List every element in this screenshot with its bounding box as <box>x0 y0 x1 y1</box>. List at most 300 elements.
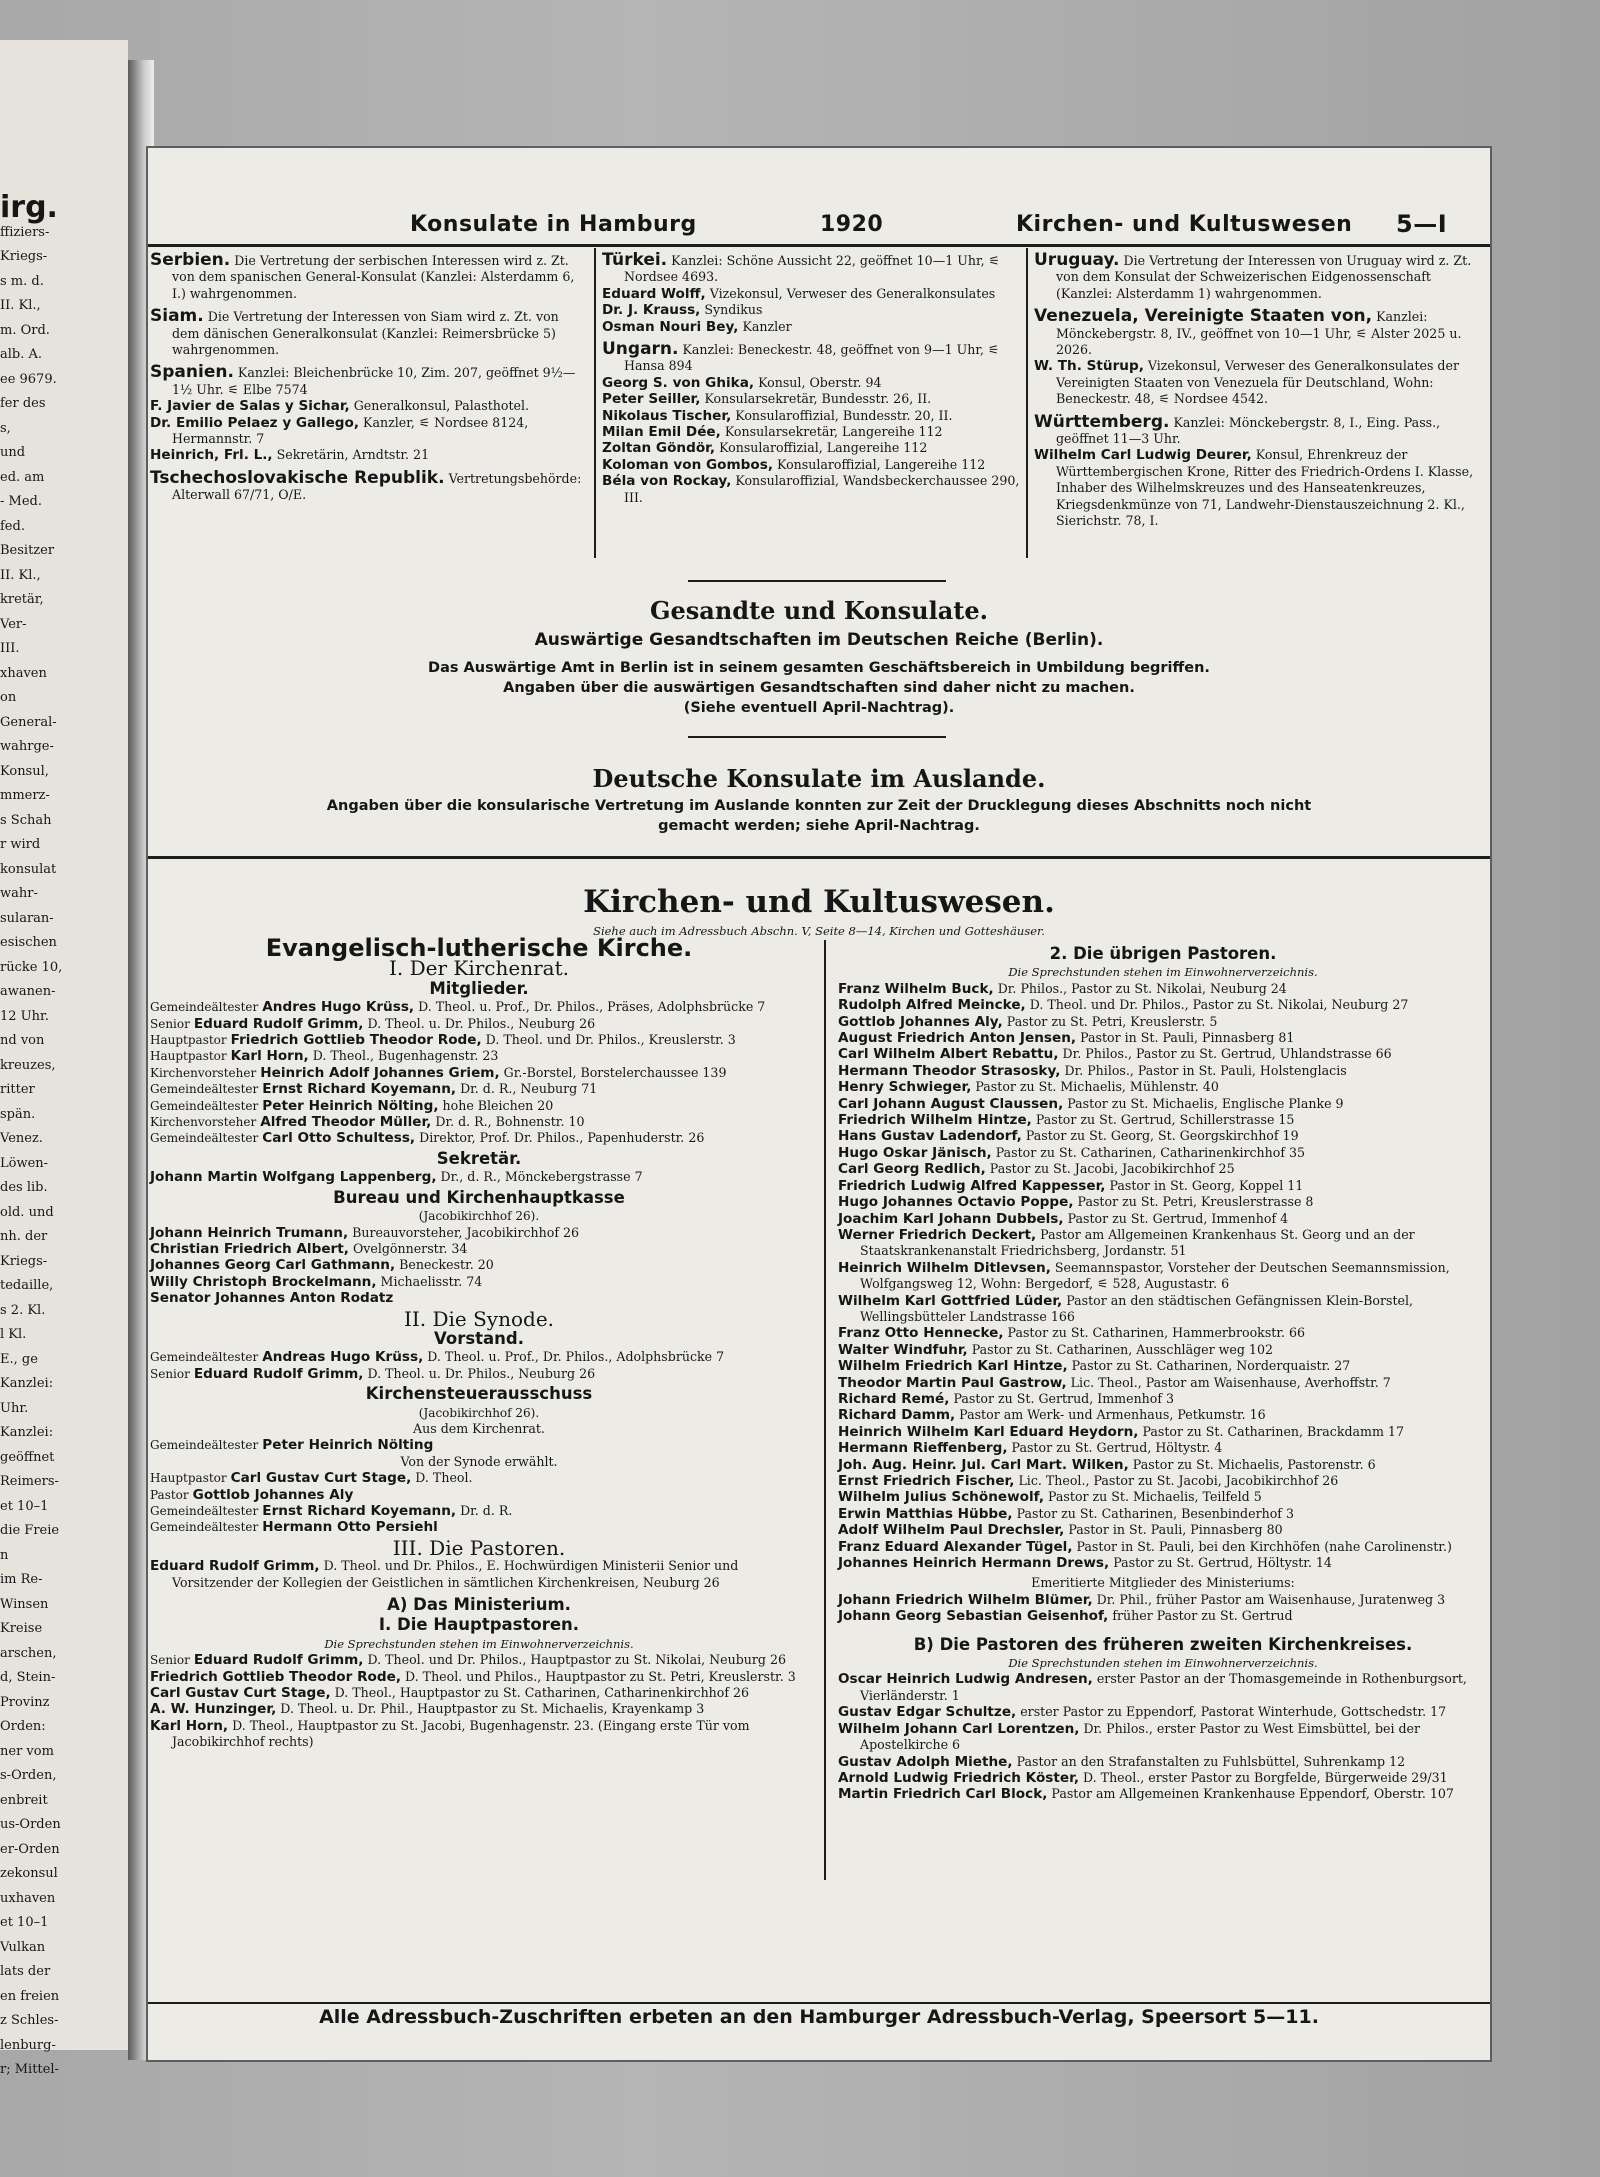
heading-hauptpastoren: I. Die Hauptpastoren. <box>378 1615 580 1635</box>
entry-name: Oscar Heinrich Ludwig Andresen, <box>838 1671 1093 1688</box>
pastor-entry <box>838 1178 1488 1194</box>
section-kirchenrat: I. Der Kirchenrat. <box>389 956 569 981</box>
pastor-entry <box>838 1079 1488 1095</box>
entry-name: Hermann Rieffenberg, <box>838 1440 1008 1457</box>
pastor-entry <box>838 1112 1488 1128</box>
entry-text: erster Pastor an der Thomasgemeinde in Rothenburgsort, Vierländerstr. 1 <box>860 1671 1467 1703</box>
left-page-text: xhaven <box>0 665 47 681</box>
official-name: Georg S. von Ghika, <box>602 374 755 391</box>
left-page-text: s, <box>0 420 11 436</box>
consulate-entry <box>602 440 1020 456</box>
consulate-detail: Kanzlei: Bleichenbrücke 10, Zim. 207, geöffnet 9½—1½ Uhr. ⚟ Elbe 7574 <box>172 365 576 397</box>
head-pastor-entry <box>150 1652 808 1668</box>
entry-name: Martin Friedrich Carl Block, <box>838 1786 1048 1803</box>
entry-name: Richard Remé, <box>838 1390 950 1407</box>
entry-name: Alfred Theodor Müller, <box>260 1114 432 1131</box>
consulate-detail: Kanzler <box>742 318 792 334</box>
left-page-text: Kanzlei: <box>0 1376 54 1391</box>
pastor-entry <box>838 1342 1488 1358</box>
entry-text: Pastor zu St. Gertrud, Höltystr. 4 <box>1011 1440 1223 1456</box>
left-page-text: Ver- <box>0 616 27 632</box>
consulate-entry <box>602 252 1020 286</box>
left-page-text: Löwen- <box>0 1155 49 1171</box>
country-name: Serbien. <box>150 250 231 270</box>
left-page-text: esischen <box>0 935 57 950</box>
left-page-text: fed. <box>0 518 25 534</box>
committee-entry <box>150 1519 808 1535</box>
entry-name: Carl Gustav Curt Stage, <box>230 1470 412 1487</box>
pastor-entry <box>838 1555 1488 1571</box>
staff-entry <box>150 1225 808 1241</box>
entry-text: Pastor zu St. Petri, Kreuslerstrasse 8 <box>1077 1194 1314 1210</box>
left-page-text: fer des <box>0 396 46 411</box>
consulate-entry <box>150 467 586 504</box>
consulate-detail: Die Vertretung der serbischen Interessen wird z. Zt. von dem spanischen General-Konsulat (Kanzlei: Alsterdamm 6, I.) wahrgenommen. <box>172 253 575 301</box>
gesandte-note-2: Angaben über die auswärtigen Gesandtschaften sind daher nicht zu machen. <box>503 680 1135 696</box>
left-page-text: zekonsul <box>0 1866 58 1881</box>
district-pastor-entry <box>838 1770 1488 1786</box>
entry-text: Pastor am Allgemeinen Krankenhause Eppendorf, Oberstr. 107 <box>1051 1786 1454 1802</box>
left-page-text: uxhaven <box>0 1890 56 1906</box>
left-page-text: wahr- <box>0 886 38 901</box>
member-entry <box>150 1114 808 1130</box>
entry-name: Hermann Theodor Strasosky, <box>838 1062 1061 1079</box>
subheading-synode: Von der Synode erwählt. <box>400 1453 558 1469</box>
heading-uebrige-pastoren: 2. Die übrigen Pastoren. <box>1049 944 1277 963</box>
entry-text: D. Theol. und Philos., Hauptpastor zu St. Petri, Kreuslerstr. 3 <box>405 1668 796 1684</box>
entry-text: D. Theol. <box>415 1470 473 1486</box>
official-name: W. Th. Stürup, <box>1034 358 1144 375</box>
entry-text: D. Theol. u. Dr. Phil., Hauptpastor zu St. Michaelis, Krayenkamp 3 <box>280 1701 705 1717</box>
secretary-entry <box>150 1169 808 1185</box>
member-entry <box>150 1032 808 1048</box>
head-pastor-entry <box>150 1669 808 1685</box>
pastor-entry <box>838 981 1488 997</box>
entry-name: Eduard Rudolf Grimm, <box>193 1015 364 1032</box>
entry-name: Ernst Richard Koyemann, <box>262 1081 457 1098</box>
left-page-text: kreuzes, <box>0 1057 56 1073</box>
consulate-detail: Sekretärin, Arndtstr. 21 <box>276 447 430 463</box>
left-page-text: s Schah <box>0 812 52 828</box>
entry-name: Ernst Friedrich Fischer, <box>838 1473 1015 1489</box>
entry-name: Hermann Otto Persiehl <box>262 1519 438 1536</box>
left-page-text: r wird <box>0 837 41 852</box>
member-entry <box>150 1130 808 1146</box>
consulate-detail: Kanzlei: Beneckestr. 48, geöffnet von 9—1 Uhr, ⚟ Hansa 894 <box>624 342 1000 374</box>
entry-prefix: Gemeindeältester <box>150 1504 259 1518</box>
left-page-text: us-Orden <box>0 1817 61 1832</box>
left-page-text: et 10–1 <box>0 1915 49 1930</box>
entry-name: Wilhelm Johann Carl Lorentzen, <box>838 1720 1080 1737</box>
entry-text: erster Pastor zu Eppendorf, Pastorat Winterhude, Gottschedstr. 17 <box>1020 1704 1447 1720</box>
official-name: Osman Nouri Bey, <box>602 318 739 335</box>
entry-prefix: Hauptpastor <box>150 1033 227 1048</box>
entry-name: Gustav Edgar Schultze, <box>838 1704 1017 1721</box>
entry-name: Johannes Heinrich Hermann Drews, <box>838 1555 1110 1572</box>
consulate-entry <box>1034 447 1484 529</box>
entry-text: Pastor zu St. Michaelis, Mühlenstr. 40 <box>975 1079 1219 1095</box>
entry-name: Henry Schwieger, <box>838 1079 972 1096</box>
church-title: Evangelisch-lutherische Kirche. <box>265 934 693 962</box>
left-page-text: Venez. <box>0 1131 43 1146</box>
consulate-detail: Kanzlei: Mönckebergstr. 8, I., Eing. Pass., geöffnet 11—3 Uhr. <box>1056 414 1441 447</box>
official-name: Heinrich, Frl. L., <box>150 447 273 464</box>
left-page-text: mmerz- <box>0 788 50 803</box>
left-page-text: s m. d. <box>0 273 44 289</box>
consulate-entry <box>602 391 1020 407</box>
kirchen-title: Kirchen- und Kultuswesen. <box>583 884 1055 920</box>
column-divider <box>594 248 596 558</box>
entry-name: Hugo Johannes Octavio Poppe, <box>838 1194 1074 1211</box>
official-name: Koloman von Gombos, <box>602 456 773 473</box>
district-pastor-entry <box>838 1671 1488 1704</box>
pastor-entry <box>838 1506 1488 1522</box>
left-page-text: Konsul, <box>0 763 49 779</box>
pastor-entry <box>838 997 1488 1013</box>
entry-text: Bureauvorsteher, Jacobikirchhof 26 <box>352 1224 580 1240</box>
consulate-entry <box>150 447 586 463</box>
left-page-fragment <box>0 40 128 2077</box>
section-pastoren: III. Die Pastoren. <box>392 1535 566 1560</box>
member-entry <box>150 1065 808 1081</box>
member-entry <box>150 999 808 1015</box>
entry-text: D. Theol. u. Dr. Philos., Neuburg 26 <box>367 1015 596 1031</box>
entry-name: Johannes Georg Carl Gathmann, <box>150 1257 396 1274</box>
consulate-detail: Konsularoffizial, Langereihe 112 <box>777 456 986 472</box>
entry-name: Carl Georg Redlich, <box>838 1161 986 1178</box>
consulate-detail: Kanzlei: Mönckebergstr. 8, IV., geöffnet von 10—1 Uhr, ⚟ Alster 2025 u. 2026. <box>1056 309 1462 358</box>
member-entry <box>150 1098 808 1114</box>
official-name: Nikolaus Tischer, <box>602 407 732 424</box>
entry-text: Pastor in St. Pauli, Pinnasberg 81 <box>1080 1030 1295 1046</box>
consulate-entry <box>1034 252 1484 302</box>
entry-name: Wilhelm Julius Schönewolf, <box>838 1489 1044 1506</box>
official-name: Peter Seiller, <box>602 391 701 408</box>
entry-name: Peter Heinrich Nölting <box>262 1437 434 1454</box>
country-name: Siam. <box>150 306 204 327</box>
consulates-column-1 <box>150 252 586 504</box>
pastor-entry <box>838 1260 1488 1293</box>
entry-prefix: Gemeindeältester <box>150 1082 259 1097</box>
entry-text: Pastor zu St. Michaelis, Englische Planke 9 <box>1067 1095 1344 1111</box>
consulate-detail: Konsularoffizial, Langereihe 112 <box>719 440 928 456</box>
left-page-text: kretär, <box>0 592 44 607</box>
left-page-text: z Schles- <box>0 2013 59 2028</box>
entry-text: Pastor zu St. Catharinen, Hammerbrookstr. 66 <box>1007 1325 1306 1341</box>
entry-name: Johann Georg Sebastian Geisenhof, <box>838 1608 1109 1625</box>
entry-text: Pastor in St. Pauli, Pinnasberg 80 <box>1068 1522 1283 1538</box>
entry-text: Lic. Theol., Pastor zu St. Jacobi, Jacobikirchhof 26 <box>1018 1473 1339 1488</box>
entry-text: Direktor, Prof. Dr. Philos., Papenhuderstr. 26 <box>419 1130 705 1146</box>
footer-notice: Alle Adressbuch-Zuschriften erbeten an den Hamburger Adressbuch-Verlag, Speersort 5—11. <box>319 2006 1319 2028</box>
left-page-text: III. <box>0 641 20 656</box>
entry-prefix: Gemeindeältester <box>150 1098 259 1113</box>
entry-prefix: Senior <box>150 1366 190 1381</box>
pastor-entry <box>838 1096 1488 1112</box>
column-divider <box>824 940 826 1880</box>
left-page-text: r; Mittel- <box>0 2062 59 2077</box>
entry-text: Beneckestr. 20 <box>399 1257 494 1273</box>
entry-name: August Friedrich Anton Jensen, <box>838 1030 1077 1047</box>
left-page-text: II. Kl., <box>0 298 41 313</box>
entry-text: Dr. Philos., Pastor zu St. Gertrud, Uhlandstrasse 66 <box>1062 1046 1392 1062</box>
consulate-detail: Konsul, Oberstr. 94 <box>758 374 882 390</box>
consulate-detail: Vizekonsul, Verweser des Generalkonsulates <box>709 285 996 301</box>
entry-name: Heinrich Wilhelm Karl Eduard Heydorn, <box>838 1423 1139 1440</box>
gesandte-subtitle: Auswärtige Gesandtschaften im Deutschen Reiche (Berlin). <box>534 630 1104 650</box>
pastor-entry <box>838 1440 1488 1456</box>
entry-prefix: Pastor <box>150 1487 189 1502</box>
official-name: F. Javier de Salas y Sichar, <box>150 398 350 415</box>
sprechstunden-note: Die Sprechstunden stehen im Einwohnerverzeichnis. <box>324 1636 634 1651</box>
entry-text: D. Theol., Hauptpastor zu St. Catharinen, Catharinenkirchhof 26 <box>334 1685 750 1701</box>
church-right-column <box>838 940 1488 1803</box>
pastor-entry <box>838 1227 1488 1260</box>
entry-text: D. Theol., erster Pastor zu Borgfelde, Bürgerweide 29/31 <box>1083 1769 1448 1785</box>
consulate-entry <box>150 308 586 358</box>
entry-text: Pastor zu St. Catharinen, Ausschläger weg 102 <box>971 1341 1273 1357</box>
left-page-text: ffiziers- <box>0 224 50 240</box>
entry-name: Senator Johannes Anton Rodatz <box>150 1290 394 1307</box>
district-pastor-entry <box>838 1704 1488 1720</box>
entry-name: Karl Horn, <box>150 1717 229 1734</box>
heading-vorstand: Vorstand. <box>433 1328 524 1348</box>
sprechstunden-note: Die Sprechstunden stehen im Einwohnerverzeichnis. <box>1008 965 1318 980</box>
left-page-text: und <box>0 445 26 460</box>
section-synode: II. Die Synode. <box>403 1306 555 1331</box>
consulate-detail: Konsul, Ehrenkreuz der Württembergischen Krone, Ritter des Friedrich-Ordens I. Klasse, Inhaber des Wilhelmskreuzes und des Hanseatenkreuzes, Kriegsdenkmünze von 71, Landwehr-Dienstauszeichnung 2. Kl., Sierichstr. 78, I. <box>1056 447 1474 529</box>
footer-rule <box>148 2002 1490 2004</box>
entry-name: Christian Friedrich Albert, <box>150 1240 349 1257</box>
committee-entry <box>150 1503 808 1519</box>
entry-name: Arnold Ludwig Friedrich Köster, <box>838 1769 1079 1786</box>
entry-name: Hugo Oskar Jänisch, <box>838 1144 992 1161</box>
entry-text: Dr. d. R. <box>460 1503 513 1518</box>
deutsche-note-2: gemacht werden; siehe April-Nachtrag. <box>658 818 980 834</box>
sprechstunden-note: Die Sprechstunden stehen im Einwohnerverzeichnis. <box>1008 1656 1318 1671</box>
left-page-text: ner vom <box>0 1743 54 1759</box>
left-page-text: Besitzer <box>0 543 55 558</box>
left-page-text: ed. am <box>0 469 45 485</box>
kirchensteuer-address: (Jacobikirchhof 26). <box>418 1405 540 1420</box>
entry-text: Pastor zu St. Gertrud, Immenhof 4 <box>1067 1210 1289 1226</box>
left-page-text: et 10–1 <box>0 1498 49 1514</box>
entry-text: Pastor zu St. Catharinen, Brackdamm 17 <box>1142 1423 1404 1439</box>
entry-text: D. Theol. u. Prof., Dr. Philos., Präses, Adolphsbrücke 7 <box>418 999 766 1015</box>
pastor-entry <box>838 1030 1488 1046</box>
pastor-entry <box>838 1391 1488 1407</box>
entry-prefix: Kirchenvorsteher <box>150 1115 257 1130</box>
entry-text: Ovelgönnerstr. 34 <box>352 1240 468 1256</box>
kirchen-subtitle: Siehe auch im Adressbuch Abschn. V, Seite 8—14, Kirchen und Gotteshäuser. <box>593 924 1045 938</box>
staff-entry <box>150 1257 808 1273</box>
emeritus-entry <box>838 1592 1488 1608</box>
deutsche-title: Deutsche Konsulate im Auslande. <box>592 764 1046 793</box>
entry-name: Gottlob Johannes Aly, <box>838 1013 1003 1030</box>
left-page-text: Winsen <box>0 1596 49 1612</box>
entry-text: Pastor zu St. Petri, Kreuslerstr. 5 <box>1006 1013 1218 1029</box>
entry-name: Friedrich Ludwig Alfred Kappesser, <box>838 1177 1106 1194</box>
entry-name: Willy Christoph Brockelmann, <box>150 1273 377 1290</box>
left-page-text: spän. <box>0 1106 36 1122</box>
head-pastor-entry <box>150 1718 808 1751</box>
entry-prefix: Gemeindeältester <box>150 1438 259 1453</box>
left-page-text: Kriegs- <box>0 249 48 264</box>
consulate-entry <box>602 319 1020 335</box>
pastor-entry <box>838 1194 1488 1210</box>
consulate-detail: Konsularoffizial, Wandsbeckerchaussee 290, III. <box>624 473 1020 505</box>
consulate-entry <box>602 302 1020 318</box>
consulate-detail: Vizekonsul, Verweser des Generalkonsulates der Vereinigten Staaten von Venezuela für Deutschland, Wohn: Beneckestr. 48, ⚟ Nordsee 4542. <box>1056 358 1459 407</box>
member-entry <box>150 1081 808 1097</box>
entry-prefix: Hauptpastor <box>150 1471 227 1486</box>
left-page-text: s 2. Kl. <box>0 1302 46 1318</box>
consulate-detail: Die Vertretung der Interessen von Uruguay wird z. Zt. von dem Konsulat der Schweizerischen Eidgenossenschaft (Kanzlei: Alsterdamm 1) wahrgenommen. <box>1056 253 1472 301</box>
official-name: Milan Emil Dée, <box>602 424 721 441</box>
entry-text: D. Theol. und Dr. Philos., Pastor zu St. Nikolai, Neuburg 27 <box>1029 997 1409 1013</box>
left-page-text: ritter <box>0 1082 35 1097</box>
pastor-entry <box>838 1473 1488 1489</box>
section-rule <box>688 580 946 582</box>
official-name: Wilhelm Carl Ludwig Deurer, <box>1034 447 1252 464</box>
entry-text: Pastor am Allgemeinen Krankenhaus St. Georg und an der Staatskrankenanstalt Friedrichsberg, Jordanstr. 51 <box>860 1226 1415 1259</box>
entry-name: Franz Otto Hennecke, <box>838 1325 1004 1342</box>
left-page-text: m. Ord. <box>0 322 50 338</box>
gesandte-title: Gesandte und Konsulate. <box>650 596 988 625</box>
entry-text: D. Theol. und Dr. Philos., Kreuslerstr. 3 <box>485 1032 736 1048</box>
page-number: 5—I <box>1396 210 1448 238</box>
entry-name: Johann Friedrich Wilhelm Blümer, <box>838 1591 1093 1608</box>
entry-text: Dr. Philos., Pastor zu St. Nikolai, Neuburg 24 <box>997 980 1287 996</box>
entry-name: A. W. Hunzinger, <box>150 1701 277 1718</box>
left-page-text: E., ge <box>0 1351 38 1367</box>
deutsche-note-1: Angaben über die konsularische Vertretung im Auslande konnten zur Zeit der Drucklegung dieses Abschnitts noch nicht <box>326 798 1312 814</box>
entry-name: Wilhelm Friedrich Karl Hintze, <box>838 1358 1068 1375</box>
entry-text: Pastor an den Strafanstalten zu Fuhlsbüttel, Suhrenkamp 12 <box>1016 1753 1406 1769</box>
staff-entry <box>150 1274 808 1290</box>
pastor-entry <box>838 1375 1488 1391</box>
entry-prefix: Hauptpastor <box>150 1049 227 1064</box>
heading-kirchensteuer: Kirchensteuerausschuss <box>365 1384 593 1404</box>
consulate-detail: Die Vertretung der Interessen von Siam wird z. Zt. von dem dänischen Generalkonsulat (Kanzlei: Reimersbrücke 5) wahrgenommen. <box>172 309 559 358</box>
heading-emeriti: Emeritierte Mitglieder des Ministeriums: <box>1031 1575 1295 1591</box>
entry-text: D. Theol. u. Dr. Philos., Neuburg 26 <box>367 1365 596 1381</box>
consulate-detail: Vertretungsbehörde: Alterwall 67/71, O/E. <box>172 470 582 503</box>
pastor-entry <box>838 1457 1488 1473</box>
bureau-address: (Jacobikirchhof 26). <box>418 1209 540 1224</box>
left-page-text: old. und <box>0 1204 54 1220</box>
country-name: Uruguay. <box>1034 250 1120 270</box>
entry-text: Pastor in St. Pauli, bei den Kirchhöfen (nahe Carolinenstr.) <box>1076 1538 1452 1554</box>
consulate-entry <box>602 341 1020 375</box>
entry-name: Heinrich Adolf Johannes Griem, <box>260 1064 500 1081</box>
entry-text: D. Theol. und Dr. Philos., Hauptpastor zu St. Nikolai, Neuburg 26 <box>367 1652 786 1668</box>
pastor-entry <box>838 1211 1488 1227</box>
entry-name: Joh. Aug. Heinr. Jul. Carl Mart. Wilken, <box>838 1456 1129 1473</box>
head-pastor-entry <box>150 1685 808 1701</box>
entry-text: Dr. Philos., Pastor in St. Pauli, Holstenglacis <box>1064 1062 1347 1078</box>
entry-text: Dr. Philos., erster Pastor zu West Eimsbüttel, bei der Apostelkirche 6 <box>860 1720 1421 1753</box>
entry-name: Karl Horn, <box>230 1048 309 1065</box>
pastor-entry <box>838 1063 1488 1079</box>
left-page-text: er-Orden <box>0 1841 60 1857</box>
left-page-text: Kreise <box>0 1621 43 1636</box>
left-page-text: tedaille, <box>0 1278 54 1293</box>
left-page-text: nh. der <box>0 1229 48 1244</box>
left-page-text: lenburg- <box>0 2037 56 2053</box>
official-name: Dr. Emilio Pelaez y Gallego, <box>150 414 360 431</box>
left-page-text: 12 Uhr. <box>0 1008 49 1024</box>
entry-prefix: Senior <box>150 1653 190 1668</box>
entry-name: Friedrich Gottlieb Theodor Rode, <box>150 1668 401 1685</box>
subheading-kirchenrat: Aus dem Kirchenrat. <box>413 1420 545 1436</box>
entry-name: Wilhelm Karl Gottfried Lüder, <box>838 1292 1063 1309</box>
staff-entry <box>150 1290 808 1306</box>
entry-name: Ernst Richard Koyemann, <box>262 1503 457 1519</box>
left-page-text: enbreit <box>0 1792 48 1808</box>
consulate-entry <box>602 286 1020 302</box>
pastor-entry <box>838 1358 1488 1374</box>
entry-text: Dr. d. R., Bohnenstr. 10 <box>435 1114 585 1130</box>
pastor-entry <box>838 1161 1488 1177</box>
left-page-text: l Kl. <box>0 1327 27 1342</box>
pastor-entry <box>838 1145 1488 1161</box>
consulate-detail: Generalkonsul, Palasthotel. <box>353 398 530 414</box>
district-pastor-entry <box>838 1721 1488 1754</box>
entry-text: Pastor zu St. Georg, St. Georgskirchhof 19 <box>1025 1128 1299 1144</box>
consulate-detail: Konsularoffizial, Bundesstr. 20, II. <box>735 407 953 423</box>
left-page-text: Uhr. <box>0 1400 29 1416</box>
committee-entry <box>150 1437 808 1453</box>
pastor-entry <box>838 1407 1488 1423</box>
consulate-entry <box>1034 411 1484 448</box>
section-rule <box>688 736 946 738</box>
left-page-text: lats der <box>0 1964 51 1979</box>
entry-name: Eduard Rudolf Grimm, <box>150 1558 320 1575</box>
entry-text: Pastor zu St. Catharinen, Norderquaistr. 27 <box>1071 1358 1351 1374</box>
entry-name: Andres Hugo Krüss, <box>262 999 415 1016</box>
entry-prefix: Gemeindeältester <box>150 1350 259 1365</box>
country-name: Türkei. <box>602 250 668 270</box>
left-page-text: - Med. <box>0 494 42 509</box>
pastor-entry <box>838 1539 1488 1555</box>
entry-text: Pastor zu St. Catharinen, Catharinenkirchhof 35 <box>995 1144 1306 1160</box>
entry-name: Friedrich Gottlieb Theodor Rode, <box>230 1032 482 1049</box>
district-pastor-entry <box>838 1754 1488 1770</box>
consulates-column-2 <box>602 252 1020 506</box>
pastor-entry <box>838 1014 1488 1030</box>
entry-name: Friedrich Wilhelm Hintze, <box>838 1112 1032 1129</box>
entry-name: Werner Friedrich Deckert, <box>838 1226 1037 1243</box>
entry-name: Hans Gustav Ladendorf, <box>838 1128 1022 1145</box>
entry-text: Pastor zu St. Gertrud, Höltystr. 14 <box>1113 1555 1332 1571</box>
entry-text: Dr. d. R., Neuburg 71 <box>460 1081 598 1097</box>
entry-text: Pastor zu St. Catharinen, Besenbinderhof 3 <box>1016 1505 1294 1521</box>
member-entry <box>150 1016 808 1032</box>
left-page-text: im Re- <box>0 1572 43 1587</box>
left-page-text: arschen, <box>0 1645 57 1661</box>
left-page-text: des lib. <box>0 1180 48 1195</box>
left-page-text: awanen- <box>0 984 56 999</box>
entry-text: Pastor an den städtischen Gefängnissen Klein-Borstel, Wellingsbütteler Landstrasse 166 <box>860 1292 1414 1324</box>
entry-name: Eduard Rudolf Grimm, <box>193 1652 364 1669</box>
left-page-text: alb. A. <box>0 347 43 362</box>
entry-text: Pastor zu St. Gertrud, Schillerstrasse 15 <box>1035 1112 1295 1128</box>
district-pastor-entry <box>838 1786 1488 1802</box>
section-rule-full <box>148 856 1490 859</box>
official-name: Béla von Rockay, <box>602 473 732 490</box>
directory-page <box>148 148 1490 2060</box>
